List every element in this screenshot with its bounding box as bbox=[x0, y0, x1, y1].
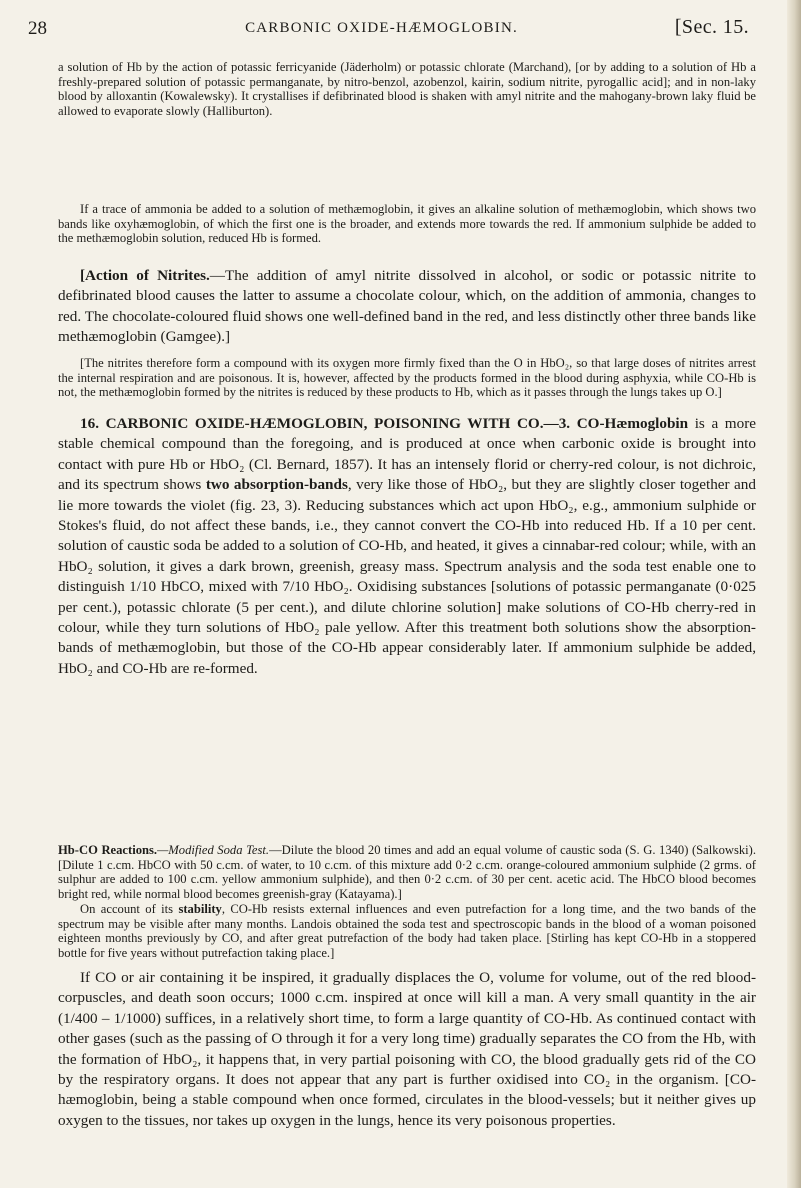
intro-paragraph: a solution of Hb by the action of potassic ferricyanide (Jäderholm) or potassic chlorate (Marchand), [or by adding to a solution of Hb a freshly-prepared solution of potassic permanganate, by nitro-benzol, azobenzol, kairin, sodium nitrite, pyrogallic acid]; and in non-laky blood by alloxantin (Kowalewsky). It crystallises if defibrinated blood is shaken with amyl nitrite and the mahogany-brown laky fluid be allowed to evaporate slowly (Halliburton). bbox=[58, 60, 756, 119]
stability-term: stability bbox=[178, 901, 222, 916]
nitrites-text: —The addition of amyl nitrite dissolved in alcohol, or sodic or potassic nitrite to defibrinated blood causes the latter to assume a chocolate colour, which, on the addition of ammonia, changes to red. The chocolate-coloured fluid shows one well-defined band in the red, and less distinctly other three bands like methæmoglobin (Gamgee).] bbox=[58, 267, 756, 346]
section-label: [Sec. 15. bbox=[674, 16, 749, 38]
section-16-paragraph bbox=[58, 414, 756, 679]
nitrites-paragraph bbox=[58, 266, 756, 348]
nitrites-note: [The nitrites therefore form a compound with its oxygen more firmly fixed than the O in HbO₂, so that large doses of nitrites arrest the internal respiration and are poisonous. It is, however, affected by the products formed in the blood during asphyxia, while CO-Hb is not, the methæmoglobin formed by the nitrites is reduced by these products to Hb, which as it passes through the lungs takes up O.] bbox=[58, 356, 756, 400]
stability-paragraph bbox=[58, 902, 756, 961]
section-16-text-1: is a more stable chemical compound than the foregoing, and is produced at once when carbonic oxide is brought into contact with pure Hb or HbO₂ (Cl. Bernard, 1857). It has an intensely florid or cherry-red colour, is not dichroic, and its spectrum shows bbox=[58, 415, 757, 494]
final-paragraph-block bbox=[58, 968, 756, 1131]
page-edge-shadow bbox=[787, 0, 801, 1188]
page-number: 28 bbox=[28, 18, 47, 39]
stability-lead: On account of its bbox=[80, 901, 179, 916]
running-head bbox=[22, 14, 749, 48]
final-paragraph: If CO or air containing it be inspired, it gradually displaces the O, volume for volume, out of the red blood-corpuscles, and death soon occurs; 1000 c.cm. inspired at once will kill a man. A very small quantity in the air (1/400 – 1/1000) suffices, in a relatively short time, to form a large quantity of CO-Hb. As continued contact with other gases (such as the passing of O through it for a very long time) gradually separates the CO from the Hb, with the formation of HbO₂, it happens that, in very partial poisoning with CO, the blood gradually gets rid of the CO by the respiratory organs. It does not appear that any part is further oxidised into CO₂ in the organism. [CO-hæmoglobin, being a stable compound when once formed, circulates in the blood-vessels; but it neither gives up oxygen to the tissues, nor takes up oxygen in the lungs, hence its very poisonous properties. bbox=[58, 969, 756, 1129]
section-16-text-2: , very like those of HbO₂, but they are slightly closer together and lie more towards the violet (fig. 23, 3). Reducing substances which act upon HbO₂, e.g., ammonium sulphide or Stokes's fluid, do not affect these bands, i.e., they cannot convert the CO-Hb into reduced Hb. If a 10 per cent. solution of caustic soda be added to a solution of CO-Hb, and heated, it gives a cinnabar-red colour; while, with an HbO₂ solution, it gives a dark brown, greenish, greasy mass. Spectrum analysis and the soda test enable one to distinguish 1/10 HbCO, mixed with 7/10 HbO₂. Oxidising substances [solutions of potassic permanganate (0·025 per cent.), potassic chlorate (5 per cent.), and dilute chlorine solution] make solutions of CO-Hb cherry-red in colour, while they turn solutions of HbO₂ pale yellow. After this treatment both solutions show the absorption-bands of methæmoglobin, but those of the CO-Hb appear considerably later. If ammonium sulphide be added, HbO₂ and CO-Hb are re-formed. bbox=[58, 476, 756, 677]
running-title: CARBONIC OXIDE-HÆMOGLOBIN. bbox=[245, 20, 518, 36]
nitrites-paragraph-block bbox=[58, 266, 756, 348]
absorption-bands-term: two absorption-bands bbox=[205, 476, 348, 494]
reactions-paragraph bbox=[58, 843, 756, 902]
reactions-heading: Hb-CO Reactions. bbox=[58, 843, 158, 857]
stability-text: , CO-Hb resists external influences and even putrefaction for a long time, and the two bands of the spectrum may be visible after many months. Landois obtained the soda test and spectroscopic bands in the blood of a woman poisoned eighteen months previously by CO, and after great putrefaction of the body had taken place. [Stirling has kept CO-Hb in a stoppered bottle for five years without putrefaction taking place.] bbox=[58, 901, 756, 960]
trace-paragraph-block bbox=[58, 202, 756, 246]
nitrites-heading: [Action of Nitrites. bbox=[80, 267, 210, 284]
section-16-block bbox=[58, 414, 756, 679]
intro-paragraph-block bbox=[58, 60, 756, 119]
reactions-text: —Dilute the blood 20 times and add an equal volume of caustic soda (S. G. 1340) (Salkowski). [Dilute 1 c.cm. HbCO with 50 c.cm. of water, to 10 c.cm. of this mixture add 0·2 c.cm. orange-coloured ammonium sulphide (2 grms. of sulphur are added to 100 c.cm. yellow ammonium sulphide), and then 0·2 c.cm. of 30 per cent. acetic acid. The HbCO blood becomes bright red, while normal blood becomes greenish-gray (Katayama).] bbox=[58, 843, 756, 902]
nitrites-note-block bbox=[58, 356, 756, 400]
trace-paragraph: If a trace of ammonia be added to a solution of methæmoglobin, it gives an alkaline solution of methæmoglobin, which shows two bands like oxyhæmoglobin, of which the first one is the broader, and extends more towards the red. If ammonium sulphide be added to the methæmoglobin solution, reduced Hb is formed. bbox=[58, 202, 756, 246]
section-16-heading: 16. CARBONIC OXIDE-HÆMOGLOBIN, POISONING WITH CO.—3. CO-Hæmoglobin bbox=[80, 415, 689, 432]
reactions-subheading: —Modified Soda Test. bbox=[157, 843, 270, 857]
reactions-block bbox=[58, 843, 756, 961]
